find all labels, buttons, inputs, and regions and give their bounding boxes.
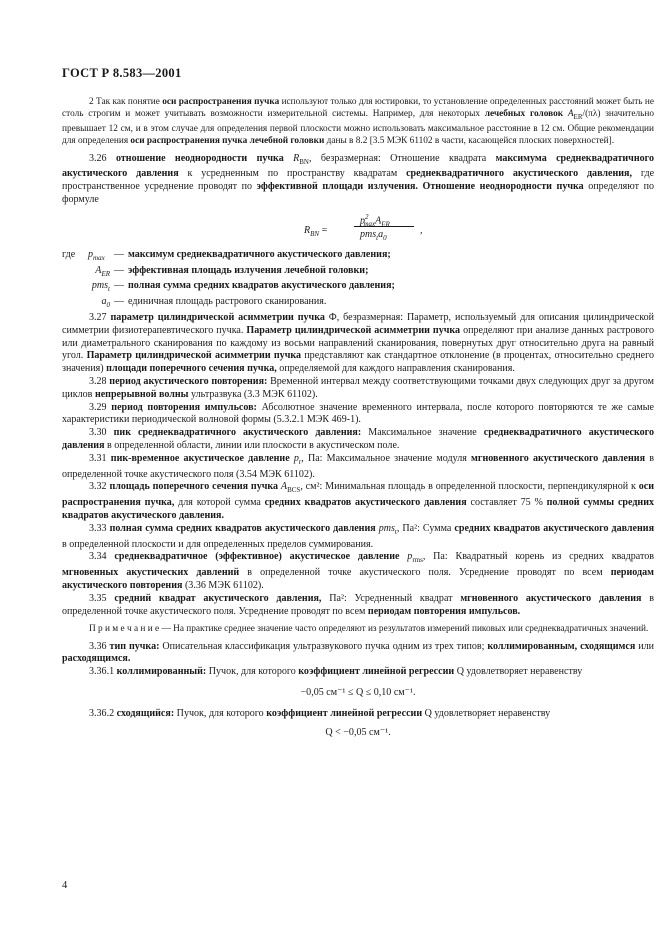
clause-3-28: 3.28 период акустического повторения: Временной интервал между соответствующими точками двух следующих друг за другом циклов непрерывной волны ультразвука (3.3 МЭК 61102). — [62, 376, 654, 400]
clause-3-30: 3.30 пик среднеквадратичного акустического давления: Максимальное значение среднеквадратичного акустического давления в определенной области, линии или плоскости в акустическом поле. — [62, 427, 655, 452]
clause-3-29: 3.29 период повторения импульсов: Абсолютное значение временного интервала, после которого повторяются те же самые характеристики периодической волновой формы (5.3.2.1 МЭК 469-1). — [62, 401, 654, 426]
formula-converging: Q < −0,05 см⁻¹. — [325, 726, 391, 738]
note-2-paragraph: 2 Так как понятие оси распространения пучка используют только для юстировки, то установление определенных расстояний может быть не столь строгим и может учитывать возможности измерительной системы. Например, для некоторых лечебных головок $A_{ER}/(\pi\lambda)$ значительно превышает 12 см, и в этом случае для определения первой плоскости можно использовать максимальное расстояние в 12 см. Общие рекомендации для определения оси распространения пучка лечебной головки даны в 8.2 [3.5 МЭК 61102 в части, касающейся плоских поверхностей]. — [62, 97, 654, 147]
formula-definitions — [62, 249, 654, 312]
document-body — [62, 96, 654, 739]
clause-3-33: 3.33 полная сумма средних квадратов акустического давления pms$_t$, Па²: Сумма средних квадратов акустического давления в определенной плоскости и для определенных пределов суммирования. — [62, 522, 655, 550]
clause-3-31: 3.31 пик-временное акустическое давление $p_r$, Па: Максимальное значение модуля мгновенного акустического давления в определенной точке акустического поля (3.54 МЭК 61102). — [62, 452, 654, 480]
clause-3-36-1: 3.36.1 коллимированный: Пучок, для которого коэффициент линейной регрессии Q удовлетворяет неравенству — [89, 666, 583, 678]
definition-row: pms$_t$ — полная сумма средних квадратов акустического давления; — [91, 280, 395, 294]
definition-row: $a_0$ — единичная площадь растрового сканирования. — [101, 296, 327, 310]
clause-3-36: 3.36 тип пучка: Описательная классификация ультразвукового пучка одним из трех типов; коллимированным, сходящимся или расходящимся. — [62, 640, 655, 665]
standard-header: ГОСТ Р 8.583—2001 — [62, 66, 182, 80]
clause-3-36-2: 3.36.2 сходящийся: Пучок, для которого коэффициент линейной регрессии Q удовлетворяет неравенству — [89, 707, 551, 719]
formula-collimated: −0,05 см⁻¹ ≤ Q ≤ 0,10 см⁻¹. — [300, 686, 416, 698]
definition-row: $A_{ER}$ — эффективная площадь излучения лечебной головки; — [95, 264, 369, 278]
definition-row: где $p_{max}$ — максимум среднеквадратичного акустического давления; — [62, 248, 391, 262]
note-paragraph: П р и м е ч а н и е — На практике среднее значение часто определяют из результатов измерений пиковых или среднеквадратичных значений. — [89, 624, 649, 635]
clause-3-32: 3.32 площадь поперечного сечения пучка $A_{BCS}$, см²: Минимальная площадь в определенной плоскости, перпендикулярной к оси распространения пучка, для которой сумма средних квадратов акустического давления составляет 75 % полной суммы средних квадратов акустического давления. — [62, 481, 655, 521]
clause-3-34: 3.34 среднеквадратичное (эффективное) акустическое давление $p_{rms}$, Па: Квадратный корень из средних квадратов мгновенных акустических давлений в определенной точке акустического поля. Усреднение проводят по всем периодам акустического повторения (3.36 МЭК 61102). — [62, 551, 655, 591]
page-number: 4 — [62, 880, 68, 891]
clause-3-35: 3.35 средний квадрат акустического давления, Па²: Усредненный квадрат мгновенного акустического давления в определенной точке акустического поля. Усреднение проводят по всем периодам повторения импульсов. — [62, 592, 654, 617]
clause-3-27: 3.27 параметр цилиндрической асимметрии пучка Ф, безразмерная: Параметр, используемый для описания цилиндрической симметрии физиотерапевтического пучка. Параметр цилиндрической асимметрии пучка определяют при анализе данных растрового или диаметрального сканирования по каждому из восьми направлений сканирования, повернутых друг относительно друга на равный угол. Параметр цилиндрической асимметрии пучка представляют как стандартное отклонение (в процентах, относительно среднего значения) площади поперечного сечения пучка, определяемой для каждого направления сканирования. — [62, 312, 655, 375]
clause-3-26: 3.26 отношение неоднородности пучка $R_{BN}$, безразмерная: Отношение квадрата максимума среднеквадратичного акустического давления к усредненным по пространству квадратам среднеквадратичного акустического давления, где пространственное усреднение проводят по эффективной площади излучения. Отношение неоднородности пучка определяют по формуле — [62, 152, 655, 206]
formula-beam-nonuniformity: $R_{BN}$ = $p^2_{max}A_{ER}$ $pms_ta_0$ , — [304, 212, 423, 242]
